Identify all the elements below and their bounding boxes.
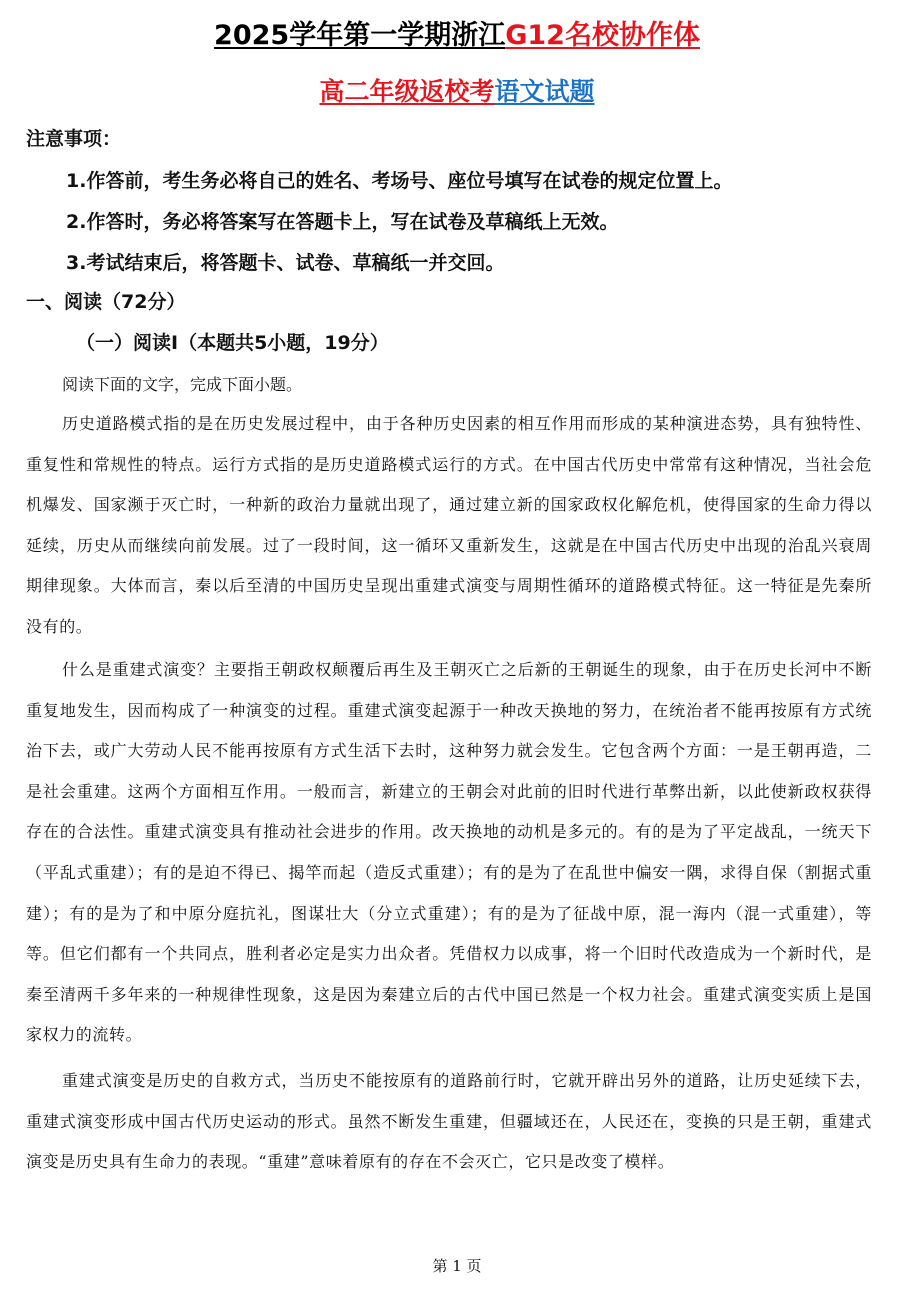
subsection-heading: （一）阅读Ⅰ（本题共5小题，19分） — [76, 332, 389, 354]
exam-title-red: G12名校协作体 — [505, 20, 700, 51]
notice-item-3: 3.考试结束后，将答题卡、试卷、草稿纸一并交回。 — [66, 252, 505, 274]
page-number: 第 1 页 — [432, 1257, 482, 1275]
exam-subtitle — [0, 72, 914, 112]
paragraph-2: 什么是重建式演变？主要指王朝政权颠覆后再生及王朝灭亡之后新的王朝诞生的现象，由于在历史长河中不断重复地发生，因而构成了一种演变的过程。重建式演变起源于一种改天换地的努力，在统治者不能再按原有方式统治下去，或广大劳动人民不能再按原有方式生活下去时，这种努力就会发生。它包含两个方面：一是王朝再造，二是社会重建。这两个方面相互作用。一般而言，新建立的王朝会对此前的旧时代进行革弊出新，以此使新政权获得存在的合法性。重建式演变具有推动社会进步的作用。改天换地的动机是多元的。有的是为了平定战乱，一统天下（平乱式重建）；有的是迫不得已、揭竿而起（造反式重建）；有的是为了在乱世中偏安一隅，求得自保（割据式重建）；有的是为了和中原分庭抗礼，图谋壮大（分立式重建）；有的是为了征战中原，混一海内（混一式重建），等等。但它们都有一个共同点，胜利者必定是实力出众者。凭借权力以成事，将一个旧时代改造成为一个新时代，是秦至清两千多年来的一种规律性现象，这是因为秦建立后的古代中国已然是一个权力社会。重建式演变实质上是国家权力的流转。 — [26, 660, 872, 1045]
section-heading: 一、阅读（72分） — [26, 291, 186, 313]
notice-item-1: 1.作答前，考生务必将自己的姓名、考场号、座位号填写在试卷的规定位置上。 — [66, 170, 733, 192]
paragraph-1: 历史道路模式指的是在历史发展过程中，由于各种历史因素的相互作用而形成的某种演进态势，具有独特性、重复性和常规性的特点。运行方式指的是历史道路模式运行的方式。在中国古代历史中常常有这种情况，当社会危机爆发、国家濒于灭亡时，一种新的政治力量就出现了，通过建立新的国家政权化解危机，使得国家的生命力得以延续，历史从而继续向前发展。过了一段时间，这一循环又重新发生，这就是在中国古代历史中出现的治乱兴衰周期律现象。大体而言，秦以后至清的中国历史呈现出重建式演变与周期性循环的道路模式特征。这一特征是先秦所没有的。 — [26, 414, 872, 636]
notice-heading: 注意事项： — [26, 128, 122, 150]
paragraph-3: 重建式演变是历史的自救方式，当历史不能按原有的道路前行时，它就开辟出另外的道路，让历史延续下去，重建式演变形成中国古代历史运动的形式。虽然不断发生重建，但疆域还在，人民还在，变换的只是王朝，重建式演变是历史具有生命力的表现。“重建”意味着原有的存在不会灭亡，它只是改变了模样。 — [26, 1071, 872, 1172]
reading-instruction: 阅读下面的文字，完成下面小题。 — [62, 375, 303, 394]
exam-subtitle-subject: 语文试题 — [494, 77, 595, 106]
exam-subtitle-grade: 高二年级返校考 — [319, 77, 495, 106]
exam-title-main: 2025学年第一学期浙江 — [214, 20, 506, 51]
notice-item-2: 2.作答时，务必将答案写在答题卡上，写在试卷及草稿纸上无效。 — [66, 211, 619, 233]
exam-title — [0, 14, 914, 58]
